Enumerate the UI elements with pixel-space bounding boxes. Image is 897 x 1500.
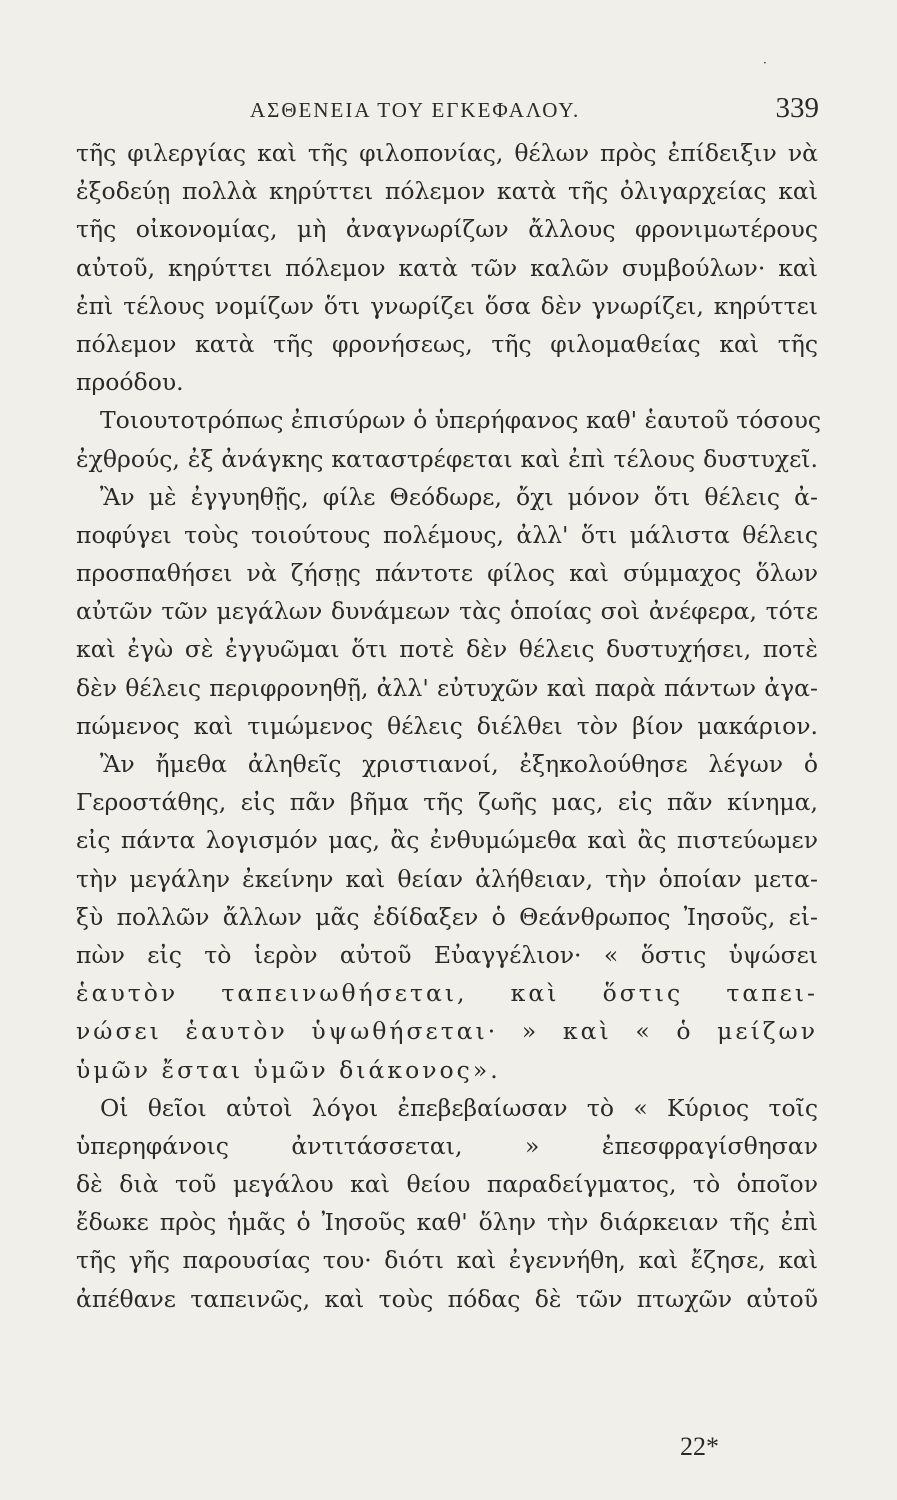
- text-line: ὑμῶν ἔσται ὑμῶν διάκονος».: [76, 1055, 501, 1084]
- text-line: ὑπερηφάνοις ἀντιτάσσεται, » ἐπεσφραγίσθησαν: [76, 1131, 818, 1160]
- text-line: προόδου.: [76, 368, 184, 397]
- text-line: δὲν θέλεις περιφρονηθῇ, ἀλλ' εὐτυχῶν καὶ παρὰ πάντων ἀγα-: [76, 673, 818, 702]
- text-line: Ἂν ἤμεθα ἀληθεῖς χριστιανοί, ἐξηκολούθησε λέγων ὁ: [100, 750, 818, 778]
- text-line: προσπαθήσει νὰ ζήσῃς πάντοτε φίλος καὶ σύμμαχος ὅλων: [76, 559, 818, 588]
- text-line: Τοιουτοτρόπως ἐπισύρων ὁ ὑπερήφανος καθ' ἑαυτοῦ τόσους: [100, 406, 822, 435]
- running-title: ΑΣΘΕΝΕΙΑ ΤΟΥ ΕΓΚΕΦΑΛΟΥ.: [250, 98, 581, 122]
- stray-mark: ·: [763, 56, 767, 70]
- text-line: ἐπὶ τέλους νομίζων ὅτι γνωρίζει ὅσα δὲν γνωρίζει, κηρύττει: [76, 291, 818, 320]
- text-line: αὐτῶν τῶν μεγάλων δυνάμεων τὰς ὁποίας σοὶ ἀνέφερα, τότε: [76, 597, 818, 626]
- text-line: ποφύγει τοὺς τοιούτους πολέμους, ἀλλ' ὅτι μάλιστα θέλεις: [76, 520, 818, 549]
- text-line: πὼν εἰς τὸ ἱερὸν αὐτοῦ Εὐαγγέλιον· « ὅστις ὑψώσει: [76, 940, 818, 969]
- text-line: καὶ ἐγὼ σὲ ἐγγυῶμαι ὅτι ποτὲ δὲν θέλεις δυστυχήσει, ποτὲ: [76, 635, 818, 664]
- signature-mark: 22*: [680, 1432, 719, 1461]
- text-line: τὴν μεγάλην ἐκείνην καὶ θείαν ἀλήθειαν, τὴν ὁποίαν μετα-: [76, 864, 818, 893]
- body-text: [76, 134, 822, 1318]
- text-line: ἔδωκε πρὸς ἡμᾶς ὁ Ἰησοῦς καθ' ὅλην τὴν διάρκειαν τῆς ἐπὶ: [76, 1208, 818, 1237]
- text-line: τῆς γῆς παρουσίας του· διότι καὶ ἐγεννήθη, καὶ ἔζησε, καὶ: [76, 1246, 818, 1275]
- text-line: πώμενος καὶ τιμώμενος θέλεις διέλθει τὸν βίον μακάριον.: [76, 711, 818, 740]
- text-line: εἰς πάντα λογισμόν μας, ἂς ἐνθυμώμεθα καὶ ἂς πιστεύωμεν: [76, 826, 818, 855]
- text-line: αὐτοῦ, κηρύττει πόλεμον κατὰ τῶν καλῶν συμβούλων· καὶ: [76, 253, 818, 282]
- text-line: ἐξοδεύῃ πολλὰ κηρύττει πόλεμον κατὰ τῆς ὀλιγαρχείας καὶ: [76, 177, 818, 206]
- text-line: πόλεμον κατὰ τῆς φρονήσεως, τῆς φιλομαθείας καὶ τῆς: [76, 329, 818, 358]
- page-number: 339: [775, 92, 819, 124]
- text-line: τῆς φιλεργίας καὶ τῆς φιλοπονίας, θέλων πρὸς ἐπίδειξιν νὰ: [76, 139, 818, 167]
- text-line: Οἱ θεῖοι αὐτοὶ λόγοι ἐπεβεβαίωσαν τὸ « Κύριος τοῖς: [100, 1093, 818, 1122]
- text-line: ἑαυτὸν ταπεινωθήσεται, καὶ ὅστις ταπει-: [76, 979, 818, 1008]
- text-line: δὲ διὰ τοῦ μεγάλου καὶ θείου παραδείγματος, τὸ ὁποῖον: [76, 1170, 818, 1199]
- text-line: Γεροστάθης, εἰς πᾶν βῆμα τῆς ζωῆς μας, εἰς πᾶν κίνημα,: [76, 788, 818, 817]
- text-line: νώσει ἑαυτὸν ὑψωθήσεται· » καὶ « ὁ μείζων: [76, 1017, 818, 1046]
- text-line: ἀπέθανε ταπεινῶς, καὶ τοὺς πόδας δὲ τῶν πτωχῶν αὐτοῦ: [76, 1284, 818, 1313]
- text-line: ἐχθρούς, ἐξ ἀνάγκης καταστρέφεται καὶ ἐπὶ τέλους δυστυχεῖ.: [76, 444, 818, 473]
- text-line: τῆς οἰκονομίας, μὴ ἀναγνωρίζων ἄλλους φρονιμωτέρους: [76, 215, 818, 244]
- text-line: Ἂν μὲ ἐγγυηθῇς, φίλε Θεόδωρε, ὄχι μόνον ὅτι θέλεις ἀ-: [100, 482, 818, 511]
- text-line: ξὺ πολλῶν ἄλλων μᾶς ἐδίδαξεν ὁ Θεάνθρωπος Ἰησοῦς, εἰ-: [76, 902, 818, 931]
- page-header: [80, 92, 819, 132]
